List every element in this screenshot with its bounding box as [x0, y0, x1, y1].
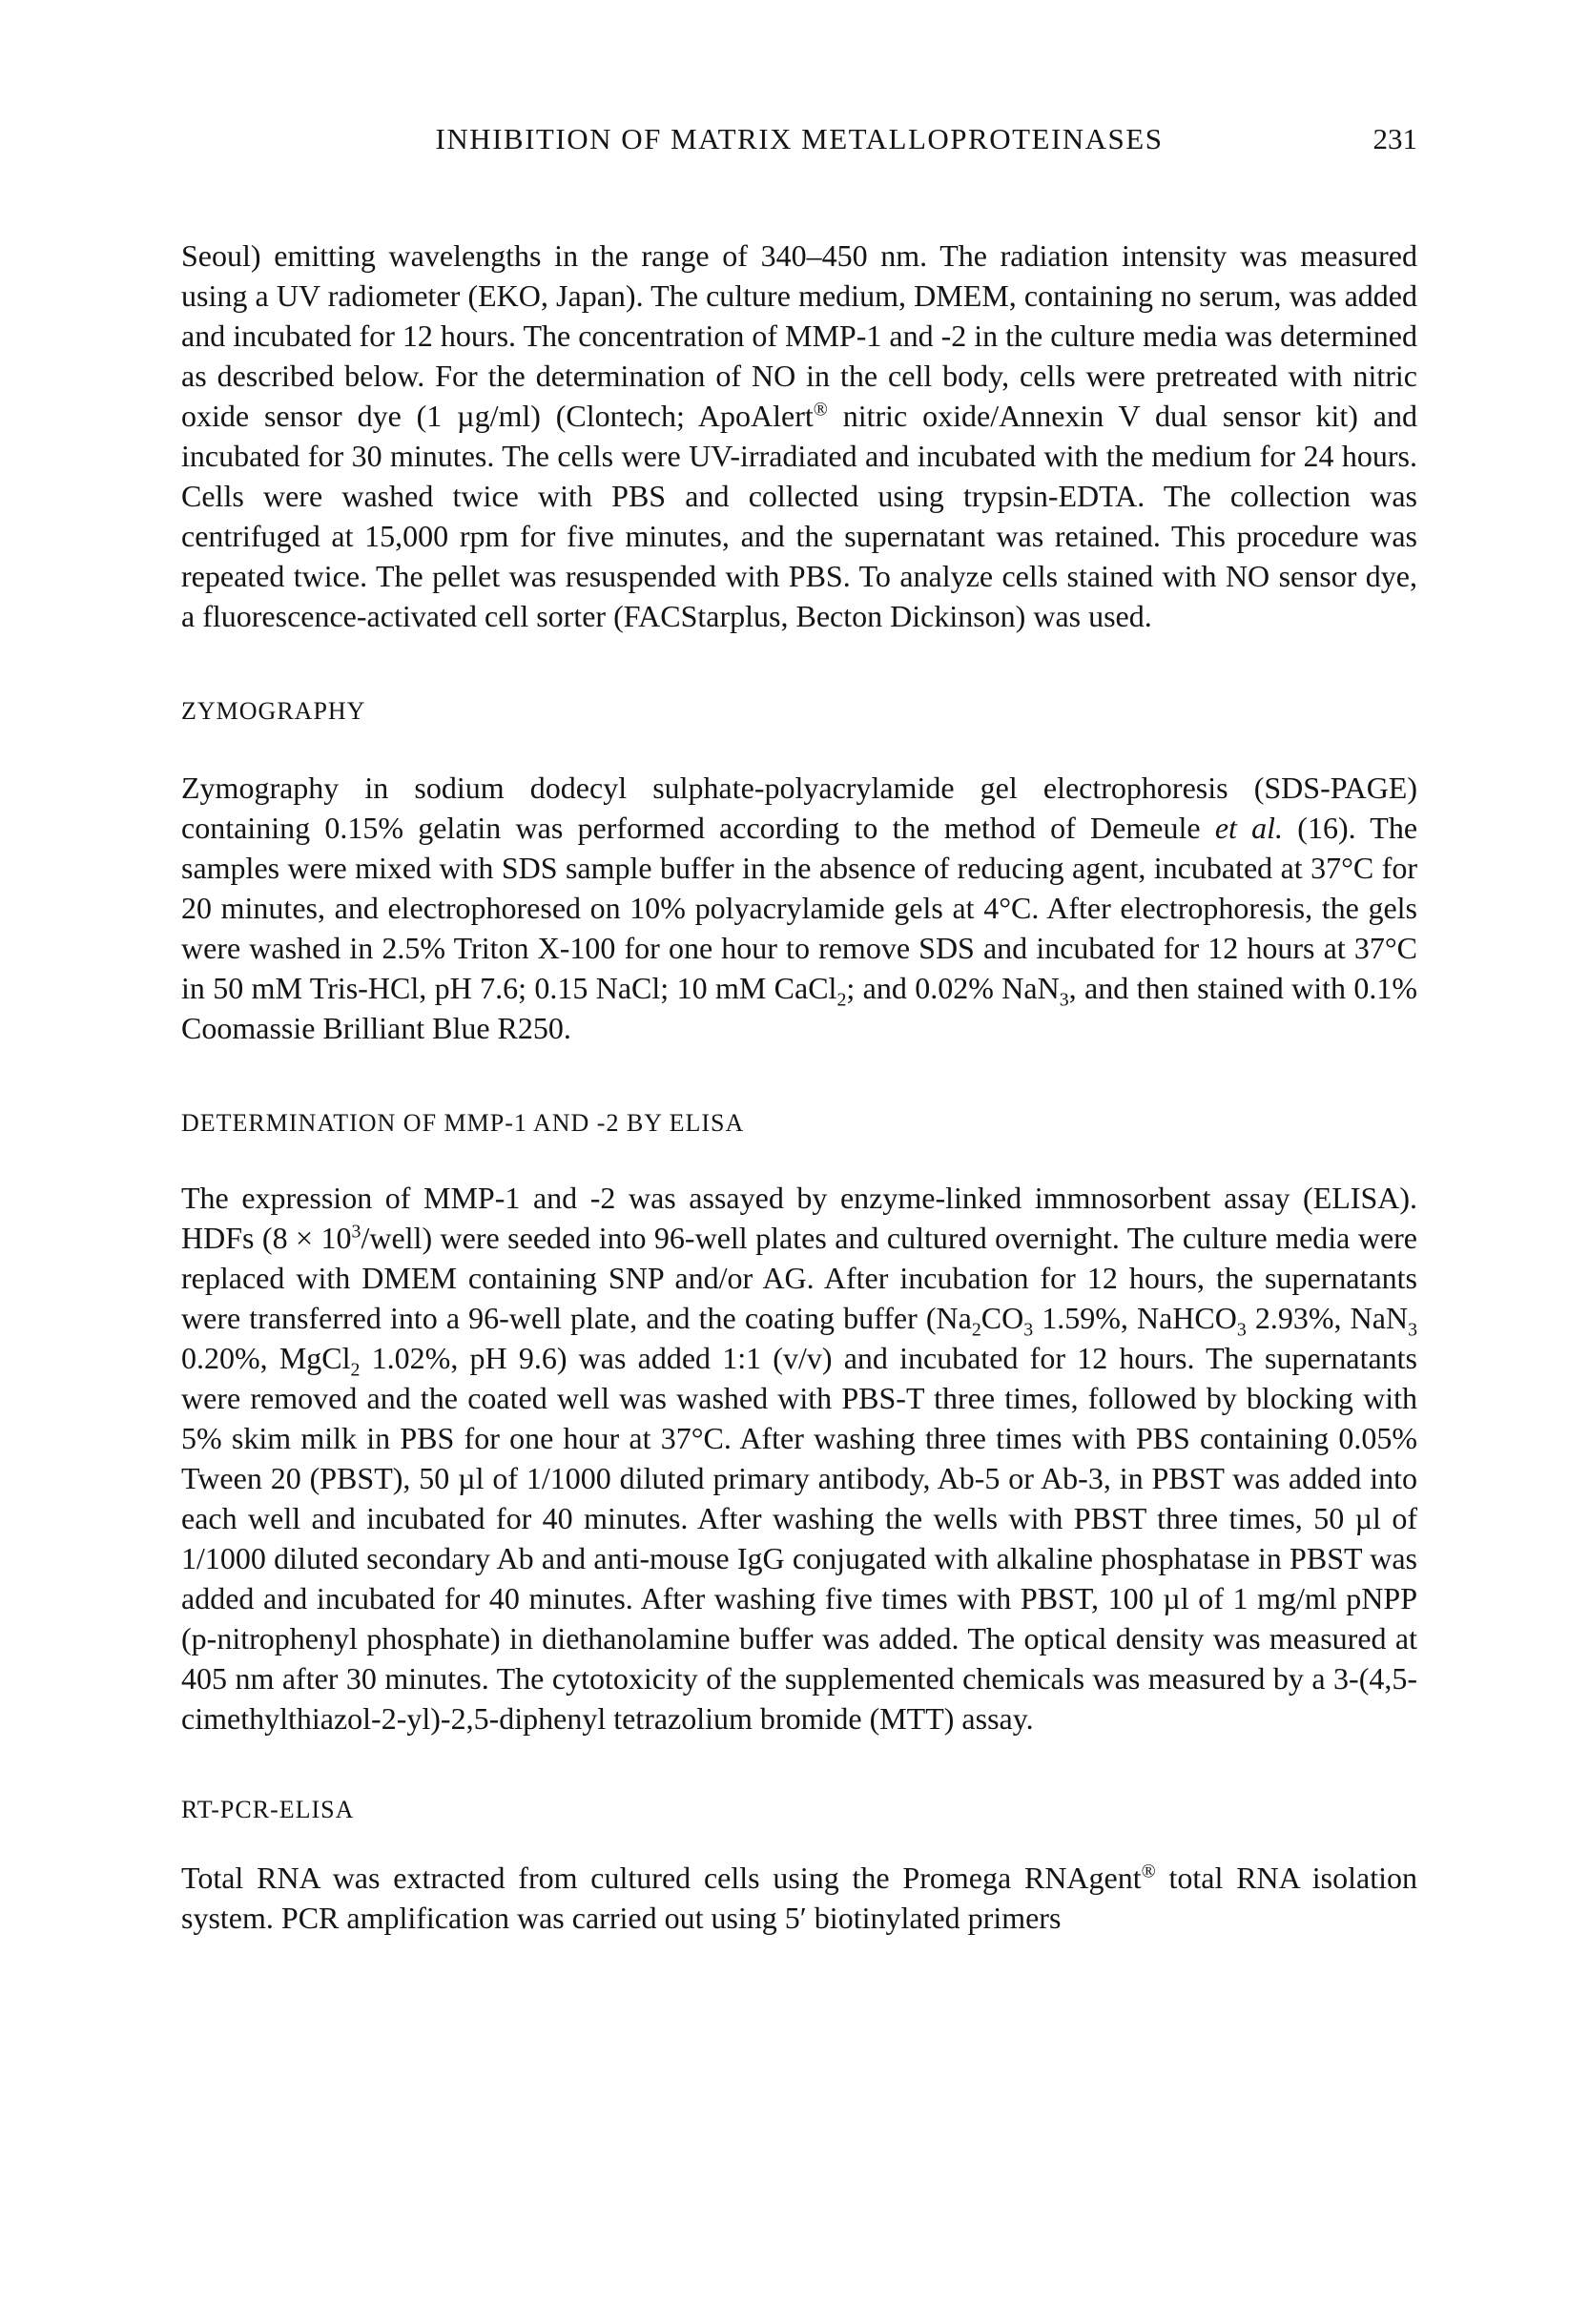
running-title: INHIBITION OF MATRIX METALLOPROTEINASES	[435, 122, 1164, 155]
section	[181, 1794, 1417, 1938]
section-heading: RT-PCR-ELISA	[181, 1796, 355, 1823]
section-heading: ZYMOGRAPHY	[181, 697, 366, 725]
text-segment: 3	[1408, 1319, 1417, 1341]
text-segment: total RNA isolation system. PCR amplification was carried out using 5′ biotinylated primers	[181, 1861, 1418, 1935]
text-segment: ®	[1141, 1861, 1156, 1882]
text-segment: Total RNA was extracted from cultured cells using the Promega RNAgent	[181, 1861, 1142, 1895]
paragraph	[181, 1178, 1417, 1738]
text-segment: The expression of MMP-1 and -2 was assayed by enzyme-linked immnosorbent assay (ELISA). HDFs (8 × 10	[181, 1181, 1417, 1255]
text-segment: Seoul) emitting wavelengths in the range of 340–450 nm. The radiation intensity was measured using a UV radiometer (EKO, Japan). The culture medium, DMEM, containing no serum, was added and incubated for 12 hours. The concentration of MMP-1 and -2 in the culture media was determined as described below. For the determination of NO in the cell body, cells were pretreated with nitric oxide sensor dye (1 µg/ml) (Clontech; ApoAlert	[181, 238, 1417, 433]
text-segment: (16). The samples were mixed with SDS sample buffer in the absence of reducing agent, incubated at 37°C for 20 minutes, and electrophoresed on 10% polyacrylamide gels at 4°C. After electrophoresis, the gels were washed in 2.5% Triton X-100 for one hour to remove SDS and incubated for 12 hours at 37°C in 50 mM Tris-HCl, pH 7.6; 0.15 NaCl; 10 mM CaCl	[181, 811, 1418, 1005]
text-segment: 1.02%, pH 9.6) was added 1:1 (v/v) and incubated for 12 hours. The supernatants were removed and the coated well was washed with PBS-T three times, followed by blocking with 5% skim milk in PBS for one hour at 37°C. After washing three times with PBS containing 0.05% Tween 20 (PBST), 50 µl of 1/1000 diluted primary antibody, Ab-5 or Ab-3, in PBST was added into each well and incubated for 40 minutes. After washing the wells with PBST three times, 50 µl of 1/1000 diluted secondary Ab and anti-mouse IgG conjugated with alkaline phosphatase in PBST was added and incubated for 40 minutes. After washing five times with PBST, 100 µl of 1 mg/ml pNPP (p-nitrophenyl phosphate) in diethanolamine buffer was added. The optical density was measured at 405 nm after 30 minutes. The cytotoxicity of the supplemented chemicals was measured by a 3-(4,5-cimethylthiazol-2-yl)-2,5-diphenyl tetrazolium bromide (MTT) assay.	[181, 1341, 1418, 1736]
text-segment: ®	[813, 399, 828, 421]
article-body	[181, 236, 1417, 1938]
section-heading: DETERMINATION OF MMP-1 AND -2 BY ELISA	[181, 1109, 745, 1137]
section	[181, 1107, 1417, 1738]
text-segment: nitric oxide/Annexin V dual sensor kit) and incubated for 30 minutes. The cells were UV-irradiated and incubated with the medium for 24 hours. Cells were washed twice with PBS and collected using trypsin-EDTA. The collection was centrifuged at 15,000 rpm for five minutes, and the supernatant was retained. This procedure was repeated twice. The pellet was resuspended with PBS. To analyze cells stained with NO sensor dye, a fluorescence-activated cell sorter (FACStarplus, Becton Dickinson) was used.	[181, 399, 1418, 633]
section	[181, 695, 1417, 1048]
paragraph	[181, 768, 1417, 1048]
text-segment: 3	[1023, 1319, 1034, 1341]
paragraph	[181, 236, 1417, 636]
text-segment: 0.20%, MgCl	[181, 1341, 351, 1375]
text-segment: 2	[971, 1319, 981, 1341]
text-segment: /well) were seeded into 96-well plates and cultured overnight. The culture media were replaced with DMEM containing SNP and/or AG. After incubation for 12 hours, the supernatants were transferred into a 96-well plate, and the coating buffer (Na	[181, 1221, 1417, 1335]
page-content	[181, 121, 1417, 1968]
text-segment: ; and 0.02% NaN	[846, 971, 1060, 1005]
text-segment: CO	[980, 1301, 1024, 1335]
text-segment: 2.93%, NaN	[1246, 1301, 1409, 1335]
text-segment: Zymography in sodium dodecyl sulphate-polyacrylamide gel electrophoresis (SDS-PAGE) containing 0.15% gelatin was performed according to the method of Demeule	[181, 771, 1417, 845]
text-segment: 2	[836, 989, 847, 1011]
text-segment: 1.59%, NaHCO	[1033, 1301, 1237, 1335]
text-segment: 3	[1236, 1319, 1247, 1341]
text-segment: 3	[351, 1221, 361, 1243]
text-segment: et al.	[1214, 811, 1284, 845]
page-number: 231	[1372, 122, 1417, 155]
text-segment: , and then stained with 0.1% Coomassie Brilliant Blue R250.	[181, 971, 1418, 1045]
text-segment: 3	[1059, 989, 1069, 1011]
text-segment: 2	[350, 1359, 361, 1381]
running-header	[181, 121, 1417, 161]
section	[181, 236, 1417, 636]
paragraph	[181, 1858, 1417, 1938]
